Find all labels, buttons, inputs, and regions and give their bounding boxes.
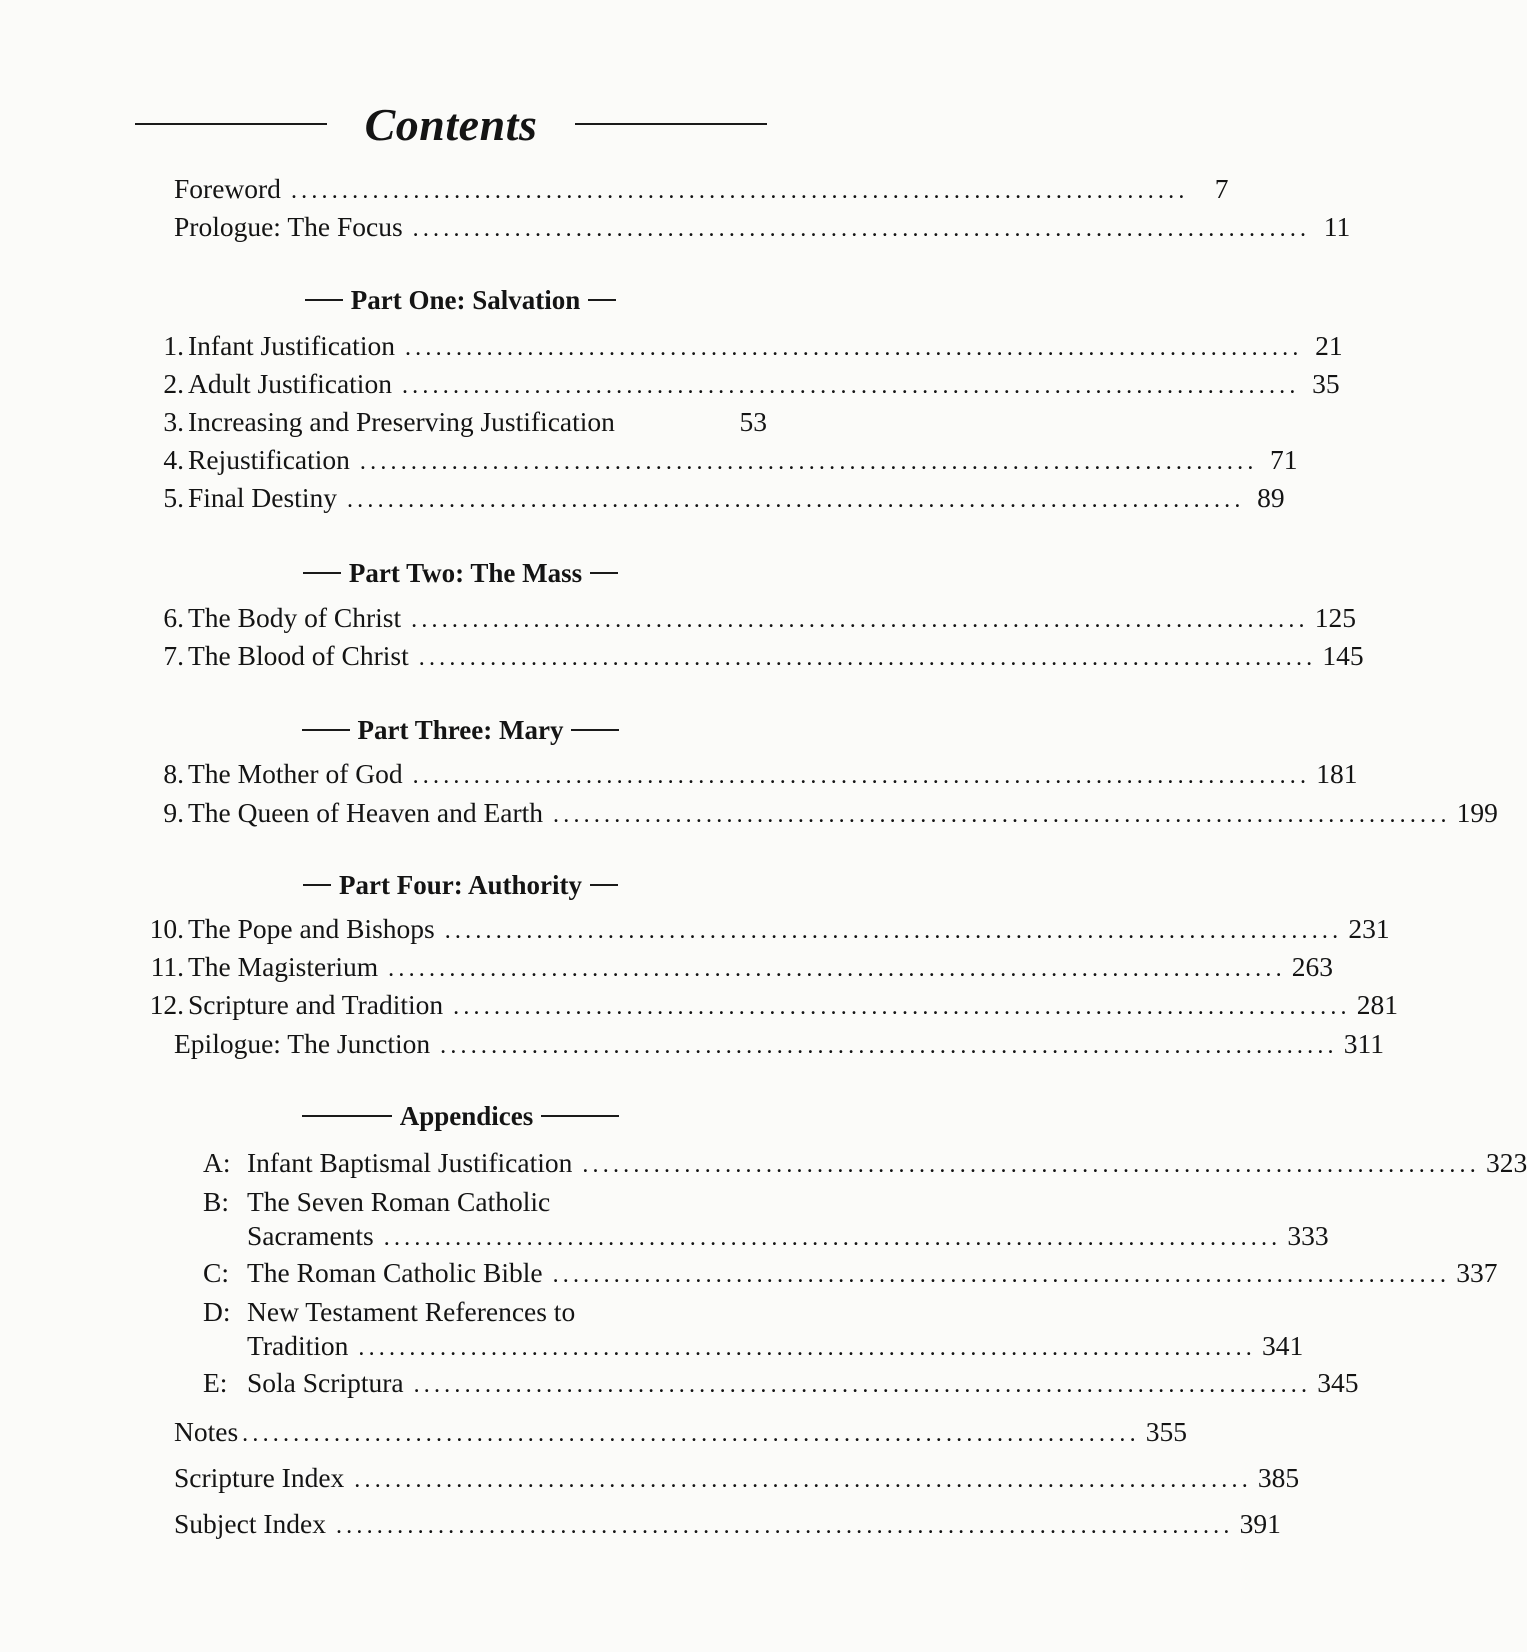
appendix-letter: B:: [203, 1186, 229, 1217]
toc-entry-chapter-9[interactable]: [148, 797, 1498, 835]
contents-title: Contents: [364, 98, 538, 150]
chapter-number: 1.: [163, 330, 184, 361]
section-title: Appendices: [399, 1100, 534, 1131]
toc-entry-label: Infant Baptismal Justification: [247, 1147, 573, 1178]
contents-heading-row: [135, 94, 767, 154]
toc-entry-chapter-11[interactable]: [136, 951, 1334, 989]
section-dash: [302, 1115, 392, 1117]
toc-entry-page: 21: [1315, 330, 1343, 361]
toc-entry-page: 337: [1456, 1257, 1498, 1288]
toc-entry-chapter-2[interactable]: [148, 368, 1340, 406]
toc-entry-chapter-3[interactable]: [148, 406, 767, 444]
toc-entry-label: The Blood of Christ: [188, 640, 409, 671]
chapter-number: 6.: [163, 602, 184, 633]
toc-entry-label: The Body of Christ: [188, 602, 402, 633]
toc-entry-page: 199: [1456, 797, 1498, 828]
toc-entry-chapter-6[interactable]: [148, 602, 1356, 640]
leader-dots: ........................................................................................: [412, 763, 1311, 789]
section-heading-appendices: [0, 1096, 921, 1136]
appendix-letter: D:: [203, 1296, 231, 1327]
toc-entry-page: 181: [1316, 758, 1358, 789]
toc-entry-page: 341: [1261, 1330, 1304, 1361]
leader-dots: ........................................................................................: [401, 373, 1300, 399]
section-dash: [590, 884, 618, 886]
heading-rule-left: [135, 123, 327, 125]
toc-entry-page: 281: [1356, 989, 1398, 1020]
chapter-number: 7.: [163, 640, 184, 671]
toc-entry-label: The Roman Catholic Bible: [247, 1257, 543, 1288]
leader-dots: ........................................................................................: [354, 1467, 1252, 1493]
chapter-number: 4.: [163, 444, 184, 475]
section-title: Part Three: Mary: [357, 714, 564, 745]
leader-dots: ........................................................................................: [444, 918, 1343, 944]
toc-entry-label: The Pope and Bishops: [188, 913, 435, 944]
toc-entry-notes[interactable]: [174, 1416, 1188, 1454]
toc-entry-page: 311: [1343, 1028, 1384, 1059]
toc-entry-label: Scripture and Tradition: [188, 989, 444, 1020]
chapter-number: 10.: [149, 913, 184, 944]
toc-entry-label: Increasing and Preserving Justification: [188, 406, 615, 437]
leader-dots: ........................................................................................: [358, 1335, 1256, 1361]
section-heading-part-four: [0, 865, 921, 905]
toc-entry-label: Final Destiny: [188, 482, 337, 513]
toc-entry-chapter-10[interactable]: [136, 913, 1390, 951]
toc-entry-label-line-2: Tradition: [247, 1330, 349, 1361]
toc-entry-page: 231: [1348, 913, 1390, 944]
leader-dots: ........................................................................................: [552, 1262, 1451, 1288]
toc-entry-label: Subject Index: [174, 1508, 326, 1539]
chapter-number: 11.: [150, 951, 184, 982]
toc-entry-page: 345: [1317, 1367, 1359, 1398]
toc-entry-scripture-index[interactable]: [174, 1462, 1300, 1500]
section-title: Part Four: Authority: [339, 869, 582, 900]
leader-dots: ........................................................................................: [335, 1513, 1234, 1539]
toc-entry-label: Infant Justification: [188, 330, 395, 361]
section-dash: [305, 299, 343, 301]
toc-entry-page: 323: [1485, 1147, 1527, 1178]
leader-dots: ........................................................................................: [383, 1225, 1282, 1251]
toc-entry-prologue[interactable]: [174, 211, 1351, 249]
toc-entry-label-line-1: New Testament References to: [247, 1296, 576, 1327]
leader-dots: ........................................................................................: [582, 1152, 1480, 1178]
leader-dots: ........................................................................................: [290, 178, 1189, 204]
toc-entry-page: 71: [1270, 444, 1298, 475]
toc-entry-foreword[interactable]: [174, 173, 1229, 211]
section-title: Part One: Salvation: [350, 284, 581, 315]
chapter-number: 5.: [163, 482, 184, 513]
toc-entry-chapter-1[interactable]: [148, 330, 1343, 368]
toc-entry-page: 385: [1257, 1462, 1300, 1493]
leader-dots: ........................................................................................: [413, 1372, 1312, 1398]
toc-entry-chapter-8[interactable]: [148, 758, 1358, 796]
toc-entry-page: 89: [1257, 482, 1285, 513]
toc-entry-label: Rejustification: [188, 444, 350, 475]
toc-entry-page: 355: [1145, 1416, 1188, 1447]
leader-dots: ........................................................................................: [411, 607, 1309, 633]
chapter-number: 2.: [163, 368, 184, 399]
leader-dots: ........................................................................................: [412, 216, 1311, 242]
section-dash: [590, 572, 618, 574]
section-dash: [302, 729, 350, 731]
leader-dots: ........................................................................................: [418, 645, 1317, 671]
toc-entry-appendix-e[interactable]: [203, 1367, 1359, 1405]
leader-dots: ........................................................................................: [242, 1421, 1140, 1447]
toc-entry-subject-index[interactable]: [174, 1508, 1281, 1546]
toc-entry-chapter-4[interactable]: [148, 444, 1298, 482]
toc-entry-label-line-2: Sacraments: [247, 1220, 374, 1251]
toc-entry-label: Notes: [174, 1416, 239, 1447]
section-title: Part Two: The Mass: [348, 557, 583, 588]
toc-entry-appendix-c[interactable]: [203, 1257, 1498, 1295]
toc-entry-chapter-12[interactable]: [136, 989, 1398, 1027]
toc-entry-label: Adult Justification: [188, 368, 392, 399]
leader-dots: ........................................................................................: [440, 1033, 1338, 1059]
leader-dots: ........................................................................................: [359, 449, 1258, 475]
toc-entry-page: 11: [1323, 211, 1351, 242]
section-heading-part-three: [0, 710, 921, 750]
toc-entry-chapter-7[interactable]: [148, 640, 1364, 678]
toc-entry-chapter-5[interactable]: [148, 482, 1285, 520]
toc-entry-page: 35: [1312, 368, 1340, 399]
toc-entry-label: The Queen of Heaven and Earth: [188, 797, 544, 828]
leader-dots: ........................................................................................: [404, 335, 1303, 361]
toc-entry-label: The Magisterium: [188, 951, 379, 982]
toc-entry-page: 7: [1214, 173, 1229, 204]
toc-entry-page: 333: [1287, 1220, 1329, 1251]
toc-entry-page: 263: [1291, 951, 1334, 982]
toc-entry-label: Sola Scriptura: [247, 1367, 404, 1398]
toc-entry-label: Foreword: [174, 173, 281, 204]
section-heading-part-two: [0, 553, 921, 593]
toc-entry-page: 391: [1239, 1508, 1281, 1539]
toc-entry-label: Scripture Index: [174, 1462, 345, 1493]
leader-dots: ........................................................................................: [388, 956, 1286, 982]
section-dash: [303, 572, 341, 574]
chapter-number: 3.: [163, 406, 184, 437]
toc-entry-appendix-a[interactable]: [203, 1147, 1527, 1185]
leader-dots: ........................................................................................: [453, 994, 1351, 1020]
leader-dots: ........................................................................................: [346, 487, 1245, 513]
toc-entry-page: 125: [1314, 602, 1356, 633]
section-dash: [588, 299, 616, 301]
section-dash: [571, 729, 619, 731]
toc-entry-appendix-b[interactable]: [203, 1186, 1329, 1254]
chapter-number: 9.: [163, 797, 184, 828]
heading-rule-right: [575, 123, 767, 125]
leader-dots: ........................................................................................: [553, 802, 1451, 828]
chapter-number: 12.: [149, 989, 184, 1020]
section-dash: [303, 884, 331, 886]
toc-entry-appendix-d[interactable]: [203, 1296, 1304, 1364]
appendix-letter: E:: [203, 1367, 228, 1398]
toc-entry-label: The Mother of God: [188, 758, 403, 789]
toc-entry-label: Epilogue: The Junction: [174, 1028, 431, 1059]
toc-entry-epilogue[interactable]: [174, 1028, 1384, 1066]
toc-entry-page: 53: [739, 406, 767, 437]
appendix-letter: A:: [203, 1147, 231, 1178]
appendix-letter: C:: [203, 1257, 229, 1288]
toc-entry-label-line-1: The Seven Roman Catholic: [247, 1186, 551, 1217]
chapter-number: 8.: [163, 758, 184, 789]
toc-entry-label: Prologue: The Focus: [174, 211, 403, 242]
toc-entry-page: 145: [1322, 640, 1364, 671]
section-dash: [541, 1115, 619, 1117]
section-heading-part-one: [0, 280, 921, 320]
